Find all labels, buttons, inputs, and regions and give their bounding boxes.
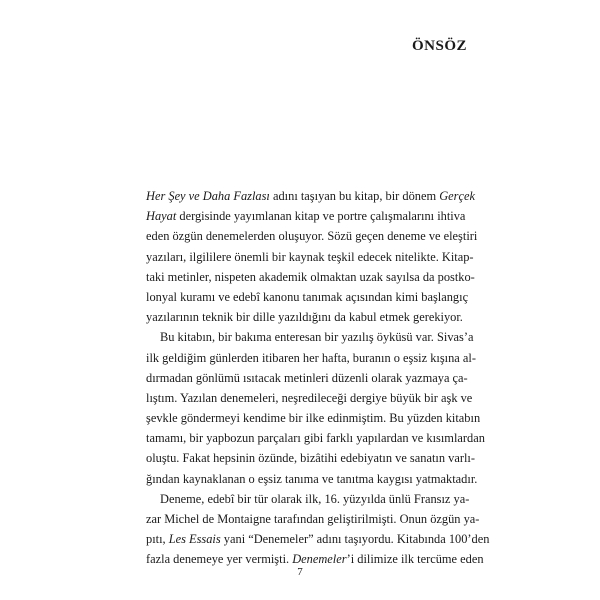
text-line: Hayat dergisinde yayımlanan kitap ve portre çalışmalarını ihtiva [146, 209, 466, 224]
text-line: ğından kaynaklanan o eşsiz tanıma ve tanıtma kaygısı yatmaktadır. [146, 471, 478, 486]
text-line: Her Şey ve Daha Fazlası adını taşıyan bu kitap, bir dönem Gerçek [146, 189, 475, 203]
text-line: eden özgün denemelerden oluşuyor. Sözü geçen deneme ve eleştiri [146, 229, 478, 244]
chapter-heading: ÖNSÖZ [411, 38, 467, 54]
text-line: dırmadan gönlümü ısıtacak metinleri düzenli olarak yazmaya ça- [146, 370, 468, 385]
preface-body [146, 186, 490, 570]
text-line: Bu kitabın, bir bakıma enteresan bir yazılış öyküsü var. Sivas’a [160, 330, 474, 345]
text-line: Deneme, edebî bir tür olarak ilk, 16. yüzyılda ünlü Fransız ya- [160, 491, 470, 506]
text-line: yazılarının teknik bir dille yazıldığını da kabul etmek gerekiyor. [146, 310, 463, 325]
text-line: taki metinler, nispeten akademik olmaktan uzak sayılsa da postko- [146, 269, 475, 284]
text-line: yazıları, ilgililere önemli bir kaynak teşkil edecek nitelikte. Kitap- [146, 249, 474, 264]
text-line: tamamı, bir yapbozun parçaları gibi farklı yapılardan ve kısımlardan [146, 431, 485, 446]
text-line: ilk geldiğim günlerden itibaren her hafta, buranın o eşsiz kışına al- [146, 350, 476, 365]
text-line: şevkle göndermeyi kendime bir ilke edinmiştim. Bu yüzden kitabın [146, 411, 481, 426]
text-line: pıtı, Les Essais yani “Denemeler” adını taşıyordu. Kitabında 100’den [146, 532, 490, 547]
text-line: lıştım. Yazılan denemeleri, neşredileceği dergiye büyük bir aşk ve [146, 390, 473, 405]
text-line: zar Michel de Montaigne tarafından geliştirilmişti. Onun özgün ya- [146, 512, 480, 526]
text-line: fazla denemeye yer vermişti. Denemeler’i dilimize ilk tercüme eden [146, 552, 484, 567]
text-line: oluştu. Fakat hepsinin özünde, bizâtihi edebiyatın ve sanatın varlı- [146, 451, 475, 466]
text-line: lonyal kuramı ve edebî kanonu tanımak açısından kimi başlangıç [146, 289, 469, 304]
page-number: 7 [297, 566, 303, 578]
